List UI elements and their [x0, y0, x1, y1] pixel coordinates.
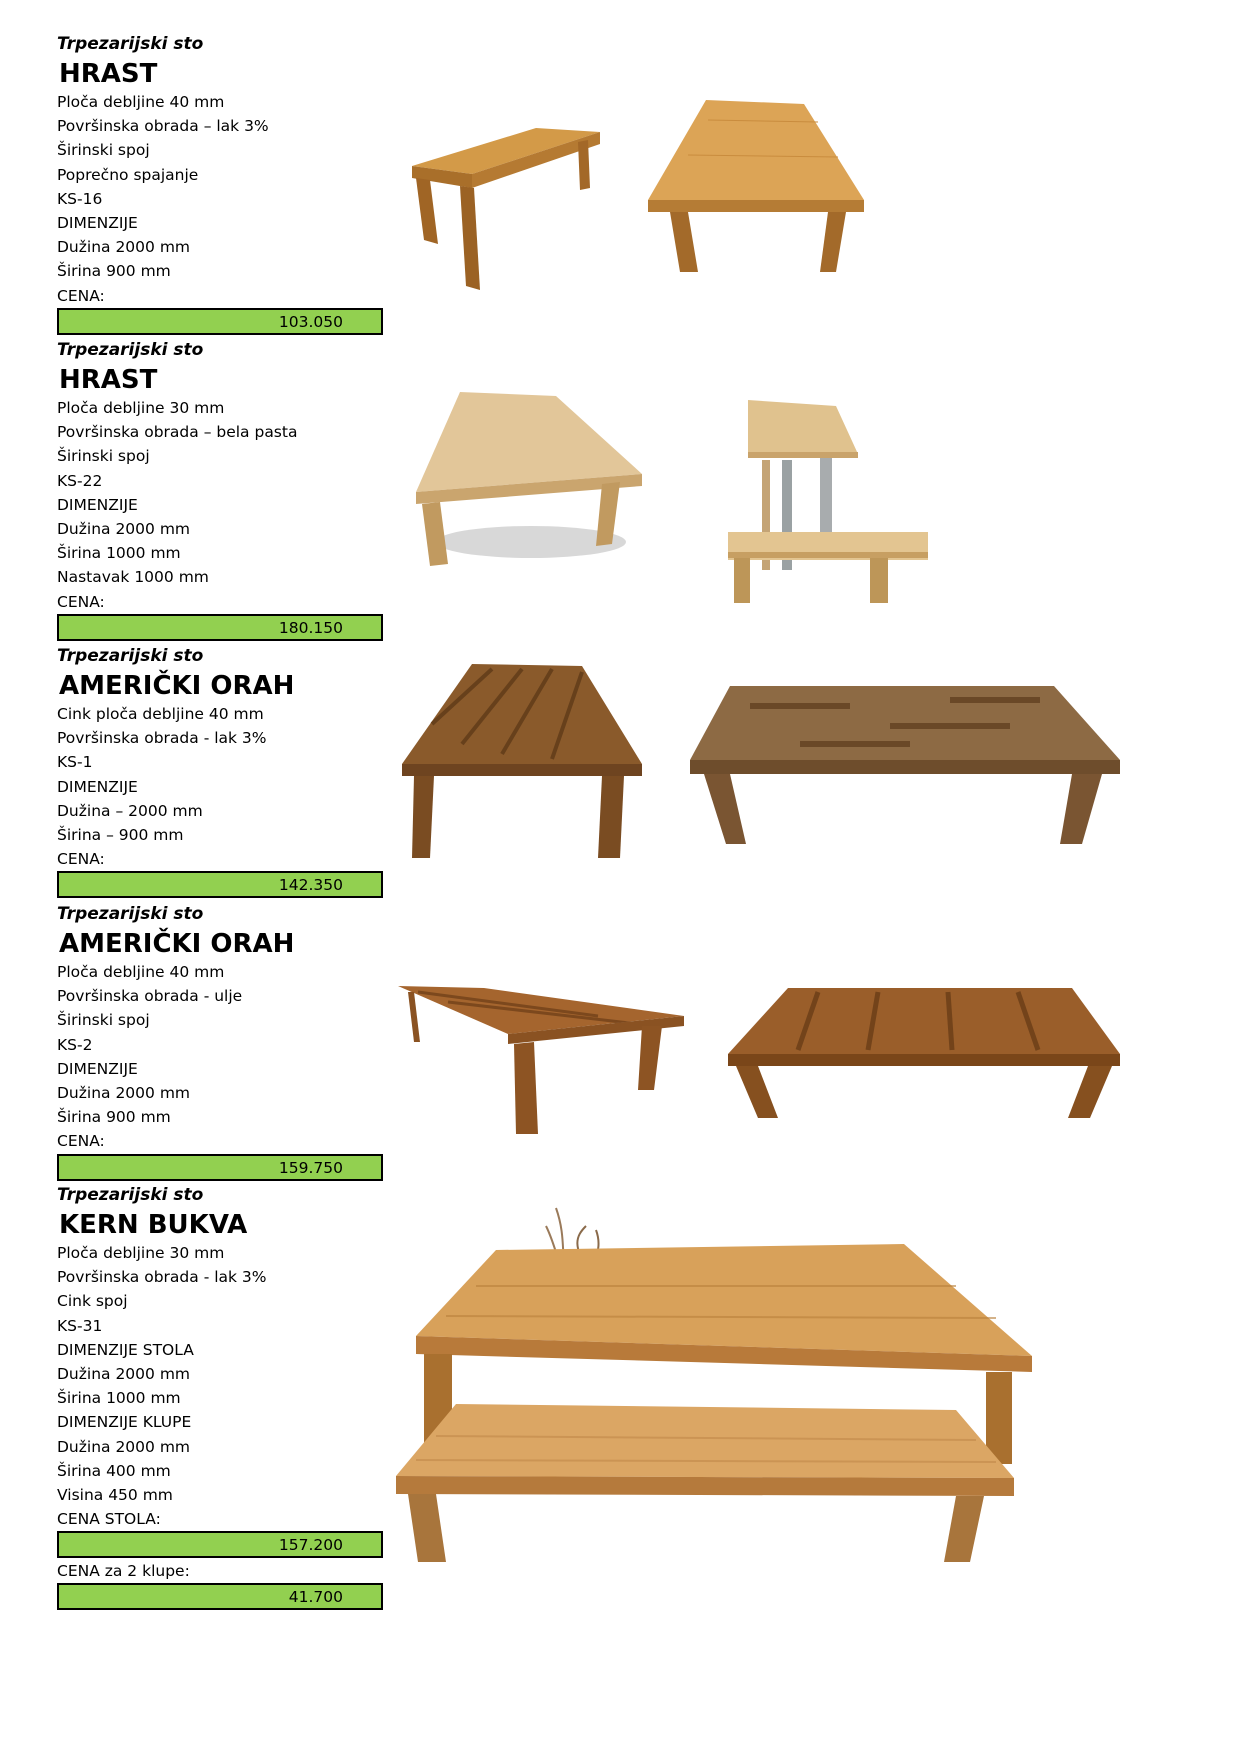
- oak-table-photo-2: [648, 100, 868, 275]
- price-value: 103.050: [278, 312, 343, 331]
- spec-line: Dužina 2000 mm: [57, 238, 191, 257]
- spec-line: Širina – 900 mm: [57, 825, 184, 844]
- price-box: [57, 1531, 383, 1558]
- spec-line: Širinski spoj: [57, 1011, 150, 1030]
- spec-line: Širina 1000 mm: [57, 544, 181, 563]
- product-code: KS-1: [57, 753, 93, 772]
- beech-table-and-bench-photo: [396, 1196, 1032, 1564]
- spec-line: Dužina – 2000 mm: [57, 801, 203, 820]
- spec-line: Širina 900 mm: [57, 262, 171, 281]
- spec-line: Površinska obrada - lak 3%: [57, 729, 267, 748]
- product-code: KS-16: [57, 189, 103, 208]
- spec-line: Cink spoj: [57, 1292, 128, 1311]
- price-label: CENA STOLA:: [57, 1510, 161, 1529]
- spec-line: Širinski spoj: [57, 141, 150, 160]
- price-value: 157.200: [278, 1536, 343, 1555]
- walnut-table-photo-2: [690, 686, 1120, 846]
- price-value: 159.750: [278, 1158, 343, 1177]
- spec-line: Površinska obrada - lak 3%: [57, 1268, 267, 1287]
- product-title: AMERIČKI ORAH: [59, 929, 295, 959]
- product-title: KERN BUKVA: [59, 1210, 248, 1240]
- spec-line: Ploča debljine 40 mm: [57, 93, 225, 111]
- spec-line: Visina 450 mm: [57, 1485, 173, 1504]
- spec-line: Širina 1000 mm: [57, 1389, 181, 1408]
- price-value: 180.150: [278, 618, 343, 637]
- oak-table-photo-1: [412, 128, 602, 293]
- spec-line: Nastavak 1000 mm: [57, 568, 209, 587]
- price-box: [57, 308, 383, 335]
- bench-price-value: 41.700: [288, 1588, 343, 1607]
- spec-line: DIMENZIJE KLUPE: [57, 1413, 192, 1432]
- product-subtitle: Trpezarijski sto: [57, 1185, 204, 1205]
- product-subtitle: Trpezarijski sto: [57, 340, 204, 360]
- spec-line: Površinska obrada – bela pasta: [57, 423, 298, 442]
- spec-line: DIMENZIJE STOLA: [57, 1340, 194, 1359]
- walnut-table-photo-1: [402, 664, 648, 860]
- spec-line: Ploča debljine 30 mm: [57, 1244, 225, 1262]
- product-subtitle: Trpezarijski sto: [57, 34, 204, 54]
- spec-line: Površinska obrada - ulje: [57, 987, 243, 1006]
- price-label: CENA:: [57, 592, 105, 611]
- product-3: [57, 644, 383, 898]
- product-4: [57, 902, 383, 1181]
- product-title: HRAST: [59, 59, 158, 89]
- price-box: [57, 871, 383, 898]
- product-subtitle: Trpezarijski sto: [57, 904, 204, 924]
- spec-line: DIMENZIJE: [57, 777, 138, 796]
- oak-table-photo-3: [416, 392, 646, 567]
- extendable-oak-table-photo: [720, 400, 930, 603]
- spec-line: Površinska obrada – lak 3%: [57, 117, 269, 136]
- product-1: [57, 32, 383, 335]
- spec-line: DIMENZIJE: [57, 1059, 138, 1078]
- price-label: CENA:: [57, 286, 105, 305]
- spec-line: DIMENZIJE: [57, 213, 138, 232]
- spec-line: Dužina 2000 mm: [57, 1437, 191, 1456]
- product-code: KS-31: [57, 1316, 103, 1335]
- spec-line: Poprečno spajanje: [57, 165, 199, 184]
- product-title: HRAST: [59, 365, 158, 395]
- spec-line: Širina 400 mm: [57, 1461, 171, 1480]
- spec-line: Širina 900 mm: [57, 1108, 171, 1127]
- spec-line: Cink ploča debljine 40 mm: [57, 705, 264, 723]
- product-2: [57, 338, 383, 641]
- price-box: [57, 1154, 383, 1181]
- walnut-table-photo-3: [398, 986, 684, 1136]
- spec-line: Ploča debljine 40 mm: [57, 963, 225, 981]
- spec-line: Dužina 2000 mm: [57, 1083, 191, 1102]
- product-code: KS-22: [57, 471, 103, 490]
- price-label: CENA:: [57, 850, 105, 869]
- product-subtitle: Trpezarijski sto: [57, 646, 204, 666]
- price-value: 142.350: [278, 876, 343, 895]
- spec-line: Širinski spoj: [57, 447, 150, 466]
- spec-line: Ploča debljine 30 mm: [57, 399, 225, 417]
- price-label: CENA:: [57, 1132, 105, 1151]
- spec-line: DIMENZIJE: [57, 495, 138, 514]
- product-5: [57, 1183, 383, 1610]
- bench-price-label: CENA za 2 klupe:: [57, 1562, 190, 1581]
- product-title: AMERIČKI ORAH: [59, 671, 295, 701]
- price-box: [57, 614, 383, 641]
- spec-line: Dužina 2000 mm: [57, 519, 191, 538]
- spec-line: Dužina 2000 mm: [57, 1364, 191, 1383]
- walnut-table-photo-4: [728, 988, 1122, 1120]
- product-code: KS-2: [57, 1035, 93, 1054]
- bench-price-box: [57, 1583, 383, 1610]
